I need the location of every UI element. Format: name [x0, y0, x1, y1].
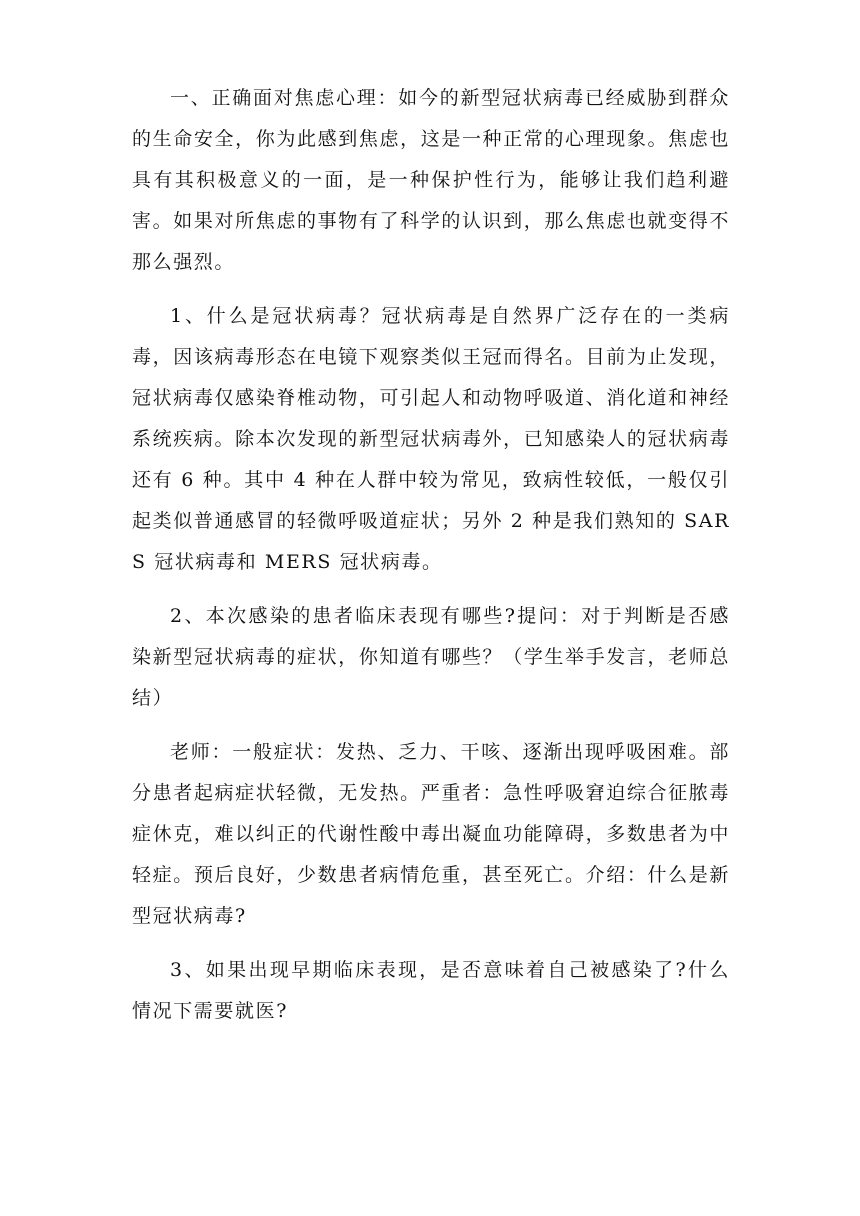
paragraph-anxiety: 一、正确面对焦虑心理：如今的新型冠状病毒已经威胁到群众的生命安全，你为此感到焦虑，这是一种正常的心理现象。焦虑也具有其积极意义的一面，是一种保护性行为，能够让我们趋利避害。如果对所焦虑的事物有了科学的认识到，那么焦虑也就变得不那么强烈。 [132, 87, 730, 273]
paragraph-clinical-question: 2、本次感染的患者临床表现有哪些?提问：对于判断是否感染新型冠状病毒的症状，你知道有哪些？（学生举手发言，老师总结） [132, 605, 730, 709]
paragraph-teacher-summary: 老师：一般症状：发热、乏力、干咳、逐渐出现呼吸困难。部分患者起病症状轻微，无发热。严重者：急性呼吸窘迫综合征脓毒症休克，难以纠正的代谢性酸中毒出凝血功能障碍，多数患者为中轻症。预后良好，少数患者病情危重，甚至死亡。介绍：什么是新型冠状病毒? [132, 741, 730, 927]
document-body [132, 78, 730, 1045]
paragraph-what-is-coronavirus: 1、什么是冠状病毒？冠状病毒是自然界广泛存在的一类病毒，因该病毒形态在电镜下观察类似王冠而得名。目前为止发现，冠状病毒仅感染脊椎动物，可引起人和动物呼吸道、消化道和神经系统疾病。除本次发现的新型冠状病毒外，已知感染人的冠状病毒还有 6 种。其中 4 种在人群中较为常见，致病性较低，一般仅引起类似普通感冒的轻微呼吸道症状；另外 2 种是我们熟知的 SARS 冠状病毒和 MERS 冠状病毒。 [132, 305, 730, 573]
paragraph-medical-care-question: 3、如果出现早期临床表现，是否意味着自己被感染了?什么情况下需要就医? [132, 959, 730, 1022]
